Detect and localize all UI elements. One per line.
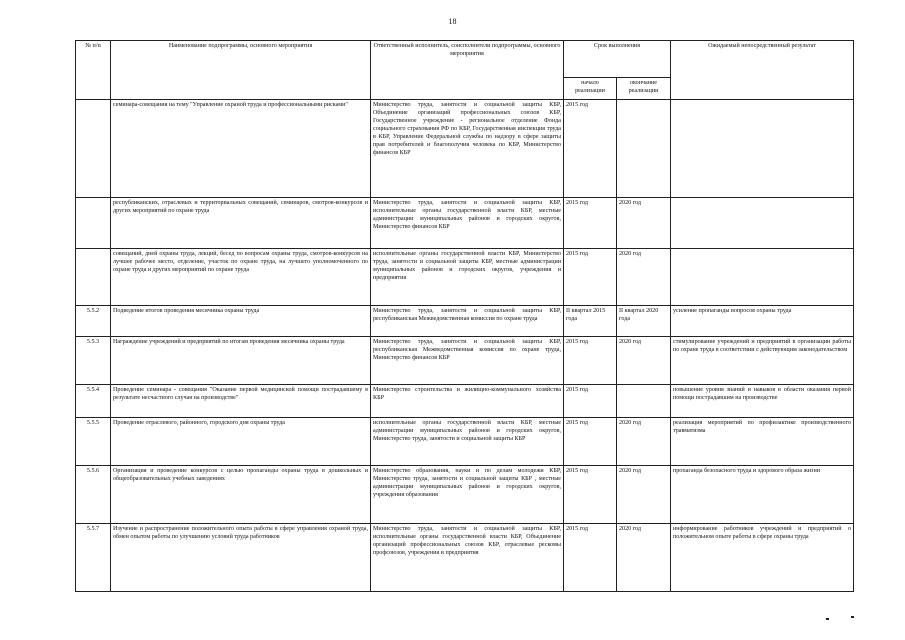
executor: исполнительные органы государственной власти КБР, Министерство труда, занятости и социальной защиты КБР, местные администрации муниципальных районов и городских округов, учреждения и предприятия (371, 249, 564, 306)
executor: исполнительные органы государственной власти КБР, местные администрации муниципальных районов и городских округов, Министерство труда, занятости и социальной защиты КБР (371, 418, 564, 466)
scan-mark (826, 618, 829, 620)
executor: Министерство труда, занятости и социальной защиты КБР, исполнительные органы государственной власти КБР, местные администрации муниципальных районов и городских округов, Министерство финансов КБР (371, 198, 564, 249)
start-period: 2015 год (564, 337, 617, 385)
table-body (76, 100, 854, 592)
activity-name: Организация и проведение конкурсов с целью пропаганды охраны труда в дошкольных и общеобразовательных учебных заведениях (111, 466, 371, 524)
activity-name: Награждение учреждений и предприятий по итогам проведения месячника охраны труда (111, 337, 371, 385)
executor: Министерство труда, занятости и социальной защиты КБР, республиканская Межведомственная комиссия по охране труда (371, 306, 564, 337)
start-period: II квартал 2015 года (564, 306, 617, 337)
table-row (76, 100, 854, 198)
executor: Министерство труда, занятости и социальной защиты КБР, республиканская Межведомственная комиссия по охране труда, Министерство финансов КБР (371, 337, 564, 385)
activity-name: Изучение и распространение положительного опыта работы в сфере управления охраной труда, обмен опытом работы по улучшению условий труда работников (111, 524, 371, 592)
header-end: окончание реализации (617, 78, 671, 100)
activity-name: Проведение семинара - совещания "Оказание первой медицинской помощи пострадавшему в результате несчастного случая на производстве" (111, 385, 371, 418)
executor: Министерство образования, науки и по делам молодежи КБР, Министерство труда, занятости и социальной защиты КБР , местные администрации муниципальных районов и городских округов, учреждения образования (371, 466, 564, 524)
end-period: 2020 год (617, 466, 671, 524)
row-number (76, 100, 111, 198)
start-period: 2015 год (564, 385, 617, 418)
table-row (76, 249, 854, 306)
start-period: 2015 год (564, 198, 617, 249)
start-period: 2015 год (564, 100, 617, 198)
row-number (76, 198, 111, 249)
page-number: 18 (448, 17, 457, 26)
end-period: 2020 год (617, 524, 671, 592)
start-period: 2015 год (564, 466, 617, 524)
end-period: 2020 год (617, 198, 671, 249)
program-table (75, 40, 854, 592)
row-number: 5.5.5 (76, 418, 111, 466)
header-name: Наименование подпрограммы, основного мероприятия (111, 41, 371, 100)
header-result: Ожидаемый непосредственный результат (671, 41, 854, 100)
start-period: 2015 год (564, 249, 617, 306)
expected-result: стимулирование учреждений и предприятий в организации работы по охране труда в соответствии с действующим законодательством (671, 337, 854, 385)
row-number: 5.5.4 (76, 385, 111, 418)
header-executor: Ответственный исполнитель, соисполнители подпрограммы, основного мероприятия (371, 41, 564, 100)
executor: Министерство труда, занятости и социальной защиты КБР, Объединение организаций профессиональных союзов КБР, Государственное учреждение - региональное отделение Фонда социального страхования РФ по КБР, Государственная инспекция труда в КБР, Управление Федеральной службы по надзору в сфере защиты прав потребителей и благополучия человека по КБР, Министерство финансов КБР (371, 100, 564, 198)
table-row (76, 306, 854, 337)
expected-result: повышение уровня знаний и навыков в области оказания первой помощи пострадавшим на производстве (671, 385, 854, 418)
expected-result: пропаганда безопасного труда и здорового образа жизни (671, 466, 854, 524)
start-period: 2015 год (564, 418, 617, 466)
expected-result: информирование работников учреждений и предприятий о положительном опыте работы в сфере охраны труда (671, 524, 854, 592)
table-row (76, 337, 854, 385)
header-period: Срок выполнения (564, 41, 671, 78)
activity-name: Проведение отраслевого, районного, городского дня охраны труда (111, 418, 371, 466)
table-row (76, 524, 854, 592)
table-row (76, 385, 854, 418)
activity-name: республиканских, отраслевых и территориальных совещаний, семинаров, смотров-конкурсов и других мероприятий по охране труда (111, 198, 371, 249)
row-number (76, 249, 111, 306)
header-number: № п/п (76, 41, 111, 100)
end-period: 2020 год (617, 418, 671, 466)
row-number: 5.5.3 (76, 337, 111, 385)
scan-mark (851, 616, 854, 618)
end-period: II квартал 2020 года (617, 306, 671, 337)
header-start: начало реализации (564, 78, 617, 100)
table-row (76, 418, 854, 466)
expected-result (671, 198, 854, 249)
row-number: 5.5.2 (76, 306, 111, 337)
executor: Министерство строительства и жилищно-коммунального хозяйства КБР (371, 385, 564, 418)
start-period: 2015 год (564, 524, 617, 592)
activity-name: совещаний, дней охраны труда, лекций, бесед по вопросам охраны труда, смотров-конкурсов на лучшее рабочее место, отделение, участок по охране труда, на лучшего уполномоченного по охране труда и других мероприятий по охране труда (111, 249, 371, 306)
expected-result (671, 100, 854, 198)
end-period: 2020 год (617, 337, 671, 385)
table-row (76, 466, 854, 524)
activity-name: семинара-совещания на тему "Управление охраной труда и профессиональными рисками" (111, 100, 371, 198)
expected-result: реализация мероприятий по профилактике производственного травматизма (671, 418, 854, 466)
activity-name: Подведение итогов проведения месячника охраны труда (111, 306, 371, 337)
table-row (76, 198, 854, 249)
end-period (617, 100, 671, 198)
end-period (617, 385, 671, 418)
expected-result: усиление пропаганды вопросов охраны труда (671, 306, 854, 337)
executor: Министерство труда, занятости и социальной защиты КБР, исполнительные органы государственной власти КБР, Объединение организаций профессиональных союзов КБР, отраслевые рескомы профсоюзов, учреждения и предприятия (371, 524, 564, 592)
row-number: 5.5.6 (76, 466, 111, 524)
row-number: 5.5.7 (76, 524, 111, 592)
table-header (76, 41, 854, 100)
end-period: 2020 год (617, 249, 671, 306)
expected-result (671, 249, 854, 306)
